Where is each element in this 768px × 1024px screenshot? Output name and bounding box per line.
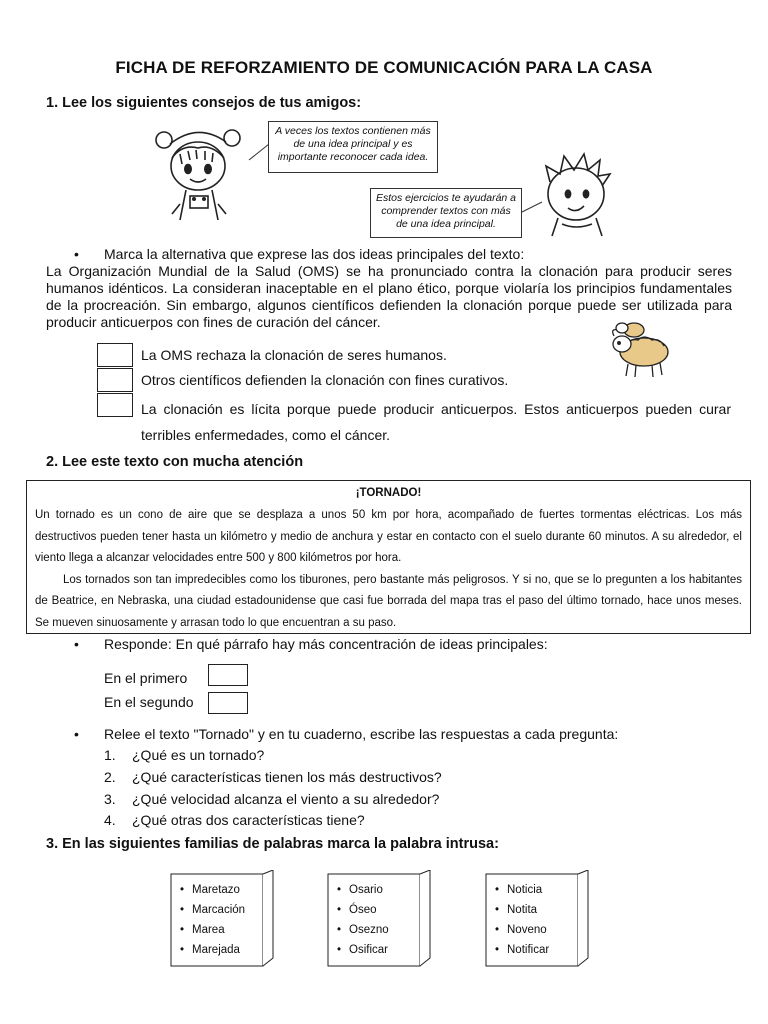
tornado-text-box xyxy=(26,480,751,634)
option-checkbox-1[interactable] xyxy=(97,343,133,367)
question-number: 1. xyxy=(104,747,116,763)
word-option[interactable]: • Osario xyxy=(337,880,389,900)
bullet-marker: • xyxy=(74,726,79,742)
sheep-illustration xyxy=(608,318,674,380)
answer-first-box[interactable] xyxy=(208,664,248,686)
word-family-box xyxy=(485,870,653,966)
word-option[interactable]: • Noveno xyxy=(495,920,549,940)
oms-text: La Organización Mundial de la Salud (OMS) se ha pronunciado contra la clonación para producir seres humanos idénticos. La consideran inaceptable en el plano ético, porque violaría los principios fundamentales de la procreación. Sin embargo, algunos científicos defienden la clonación porque puede ser utilizada para producir anticuerpos con fines de curación del cáncer. xyxy=(46,263,732,330)
option-2-text: Otros científicos defienden la clonación con fines curativos. xyxy=(141,372,509,388)
word-option[interactable]: • Osezno xyxy=(337,920,389,940)
question-text: ¿Qué características tienen los más destructivos? xyxy=(132,769,442,785)
bullet-marker: • xyxy=(74,636,79,652)
page-title: FICHA DE REFORZAMIENTO DE COMUNICACIÓN PARA LA CASA xyxy=(115,58,653,77)
word-option[interactable]: • Óseo xyxy=(337,900,389,920)
option-checkbox-3[interactable] xyxy=(97,393,133,417)
tornado-title: ¡TORNADO! xyxy=(355,487,422,499)
answer-first-label: En el primero xyxy=(104,670,188,686)
word-option[interactable]: • Marejada xyxy=(180,940,245,960)
answer-second-box[interactable] xyxy=(208,692,248,714)
word-option[interactable]: • Marcación xyxy=(180,900,245,920)
question-text: ¿Qué otras dos características tiene? xyxy=(132,812,365,828)
word-option[interactable]: • Notita xyxy=(495,900,549,920)
instruction-text: Marca la alternativa que exprese las dos ideas principales del texto: xyxy=(104,246,525,262)
tornado-paragraph-2: Los tornados son tan impredecibles como los tiburones, pero bastante más peligrosos. Y si no, que se lo pregunten a los habitantes de Beatrice, en Nebraska, una ciudad estadounidense que casi fue borrada del mapa tras el paso del último tornado, hace unos meses. Se mueven sinuosamente y arrasan todo lo que encuentran a su paso. xyxy=(35,573,742,629)
option-checkbox-2[interactable] xyxy=(97,368,133,392)
reread-instruction: Relee el texto "Tornado" y en tu cuaderno, escribe las respuestas a cada pregunta: xyxy=(104,726,619,742)
paragraph-question: Responde: En qué párrafo hay más concentración de ideas principales: xyxy=(104,636,548,652)
question-text: ¿Qué es un tornado? xyxy=(132,747,265,763)
word-option[interactable]: • Notificar xyxy=(495,940,549,960)
answer-second-label: En el segundo xyxy=(104,694,194,710)
speech-bubble-boy: Estos ejercicios te ayudarán a comprender textos con más de una idea principal. xyxy=(370,188,522,238)
word-option[interactable]: • Noticia xyxy=(495,880,549,900)
question-text: ¿Qué velocidad alcanza el viento a su alrededor? xyxy=(132,791,440,807)
question-number: 3. xyxy=(104,791,116,807)
tornado-paragraph-1: Un tornado es un cono de aire que se desplaza a unos 50 km por hora, acompañado de fuertes tormentas eléctricas. Los más destructivos pueden tener hasta un kilómetro y medio de anchura y estar en contacto con el suelo durante 60 minutos. A su alrededor, el viento llega a alcanzar velocidades entre 500 y 800 kilómetros por hora. xyxy=(35,509,742,564)
section-1-heading: 1. Lee los siguientes consejos de tus amigos: xyxy=(46,95,362,111)
question-number: 4. xyxy=(104,812,116,828)
question-number: 2. xyxy=(104,769,116,785)
word-option[interactable]: • Osificar xyxy=(337,940,389,960)
word-family-box xyxy=(327,870,495,966)
option-3-text: La clonación es lícita porque puede producir anticuerpos. Estos anticuerpos pueden curar terribles enfermedades, como el cáncer. xyxy=(141,401,731,443)
section-3-heading: 3. En las siguientes familias de palabras marca la palabra intrusa: xyxy=(46,836,499,852)
word-option[interactable]: • Maretazo xyxy=(180,880,245,900)
girl-illustration xyxy=(150,124,250,224)
word-family-box xyxy=(170,870,338,966)
section-2-heading: 2. Lee este texto con mucha atención xyxy=(46,454,304,470)
word-option[interactable]: • Marea xyxy=(180,920,245,940)
bullet-marker: • xyxy=(74,246,79,262)
speech-bubble-girl: A veces los textos contienen más de una idea principal y es importante reconocer cada idea. xyxy=(268,121,438,173)
option-1-text: La OMS rechaza la clonación de seres humanos. xyxy=(141,347,447,363)
boy-illustration xyxy=(538,148,618,238)
